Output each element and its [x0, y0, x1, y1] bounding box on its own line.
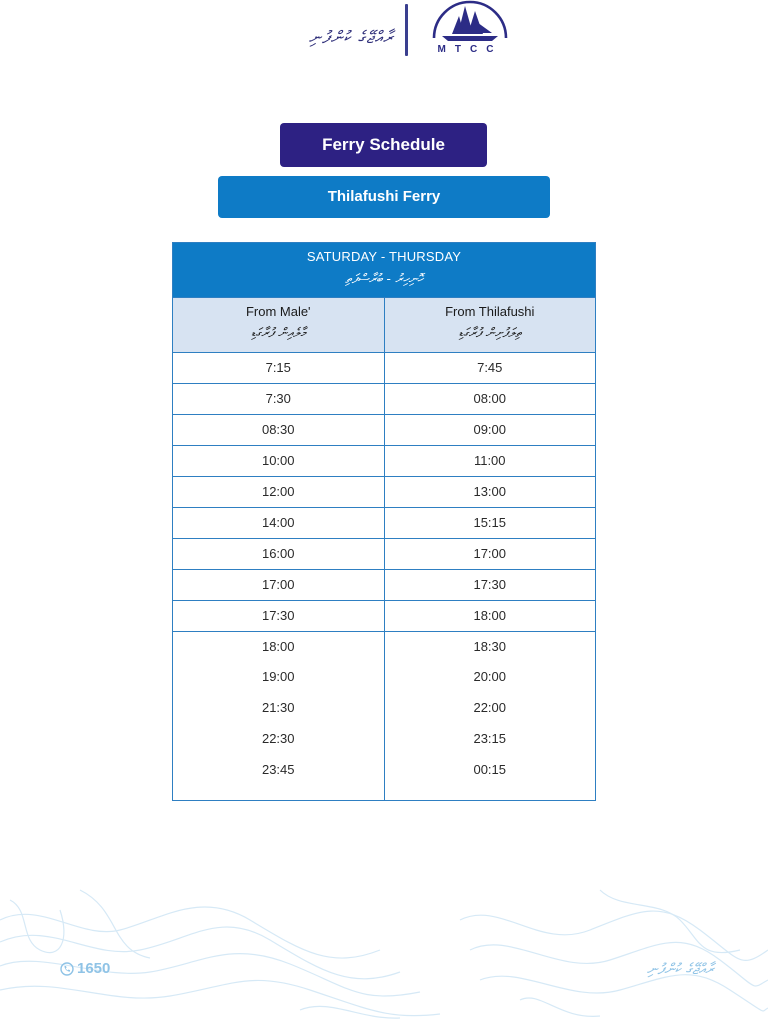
departure-thilafushi: 00:15: [384, 755, 596, 786]
phone-icon: [60, 962, 74, 976]
departure-male: 19:00: [261, 669, 295, 684]
table-row: [173, 755, 595, 786]
table-row: [173, 600, 595, 631]
departure-thilafushi: 20:00: [384, 662, 596, 693]
table-row: [173, 724, 595, 755]
departure-thilafushi: 15:15: [384, 508, 596, 538]
departure-male: 14:00: [261, 515, 295, 530]
departure-male: 7:30: [265, 391, 291, 406]
departure-male: 17:00: [261, 577, 295, 592]
departure-male: 10:00: [261, 453, 295, 468]
column-label-english: From Thilafushi: [445, 304, 535, 319]
departure-thilafushi: 11:00: [384, 446, 596, 476]
departure-thilafushi: 7:45: [384, 353, 596, 383]
ferry-route-title: Thilafushi Ferry: [218, 176, 550, 218]
departure-thilafushi: 17:00: [384, 539, 596, 569]
table-row: [173, 662, 595, 693]
table-row: [173, 569, 595, 600]
table-row: [173, 538, 595, 569]
schedule-table: [172, 242, 596, 801]
table-bottom-padding: [173, 786, 595, 800]
departure-male: 7:15: [265, 360, 291, 375]
departure-male: 23:45: [261, 762, 295, 777]
column-label-dhivehi: ތިލަފުށިން ފުރާގަޑި: [458, 326, 522, 341]
days-header: [173, 243, 595, 297]
departure-male: 22:30: [261, 731, 295, 746]
column-header-from-male: [173, 298, 384, 352]
departure-male: 21:30: [261, 700, 295, 715]
days-label-dhivehi: ހޮނިހިރު - ބުރާސްފަތި: [345, 272, 423, 287]
column-label-english: From Male': [245, 304, 311, 319]
departure-thilafushi: 22:00: [384, 693, 596, 724]
departure-male: 08:30: [261, 422, 295, 437]
table-row: [173, 383, 595, 414]
table-row: [173, 631, 595, 662]
departure-thilafushi: 18:30: [384, 632, 596, 662]
brand-script-name: ރާއްޖޭގެ ކުންފުނި: [308, 28, 394, 48]
departure-thilafushi: 17:30: [384, 570, 596, 600]
table-row: [173, 476, 595, 507]
hotline-number: 1650: [77, 960, 111, 977]
padding-cell: [384, 786, 596, 800]
departure-thilafushi: 13:00: [384, 477, 596, 507]
departure-male: 18:00: [261, 639, 295, 654]
table-row: [173, 445, 595, 476]
page-title: Ferry Schedule: [280, 123, 487, 167]
departure-male: 17:30: [261, 608, 295, 623]
padding-cell: [173, 786, 384, 800]
footer-script-name: ރާއްޖޭގެ ކުންފުނި: [646, 960, 714, 978]
departure-thilafushi: 09:00: [384, 415, 596, 445]
table-row: [173, 507, 595, 538]
column-headers: [173, 297, 595, 352]
departure-male: 16:00: [261, 546, 295, 561]
departure-thilafushi: 08:00: [384, 384, 596, 414]
departure-thilafushi: 23:15: [384, 724, 596, 755]
logo-wordmark: MTCC: [437, 44, 503, 55]
departure-male: 12:00: [261, 484, 295, 499]
footer-contour-art: [0, 880, 768, 1024]
table-row: [173, 693, 595, 724]
hotline: [60, 960, 110, 977]
table-row: [173, 352, 595, 383]
column-label-dhivehi: މާލެއިން ފުރާގަޑި: [250, 326, 306, 341]
days-label-english: SATURDAY - THURSDAY: [306, 249, 462, 264]
table-row: [173, 414, 595, 445]
brand-divider: [405, 4, 408, 56]
column-header-from-thilafushi: [384, 298, 596, 352]
departure-thilafushi: 18:00: [384, 601, 596, 631]
